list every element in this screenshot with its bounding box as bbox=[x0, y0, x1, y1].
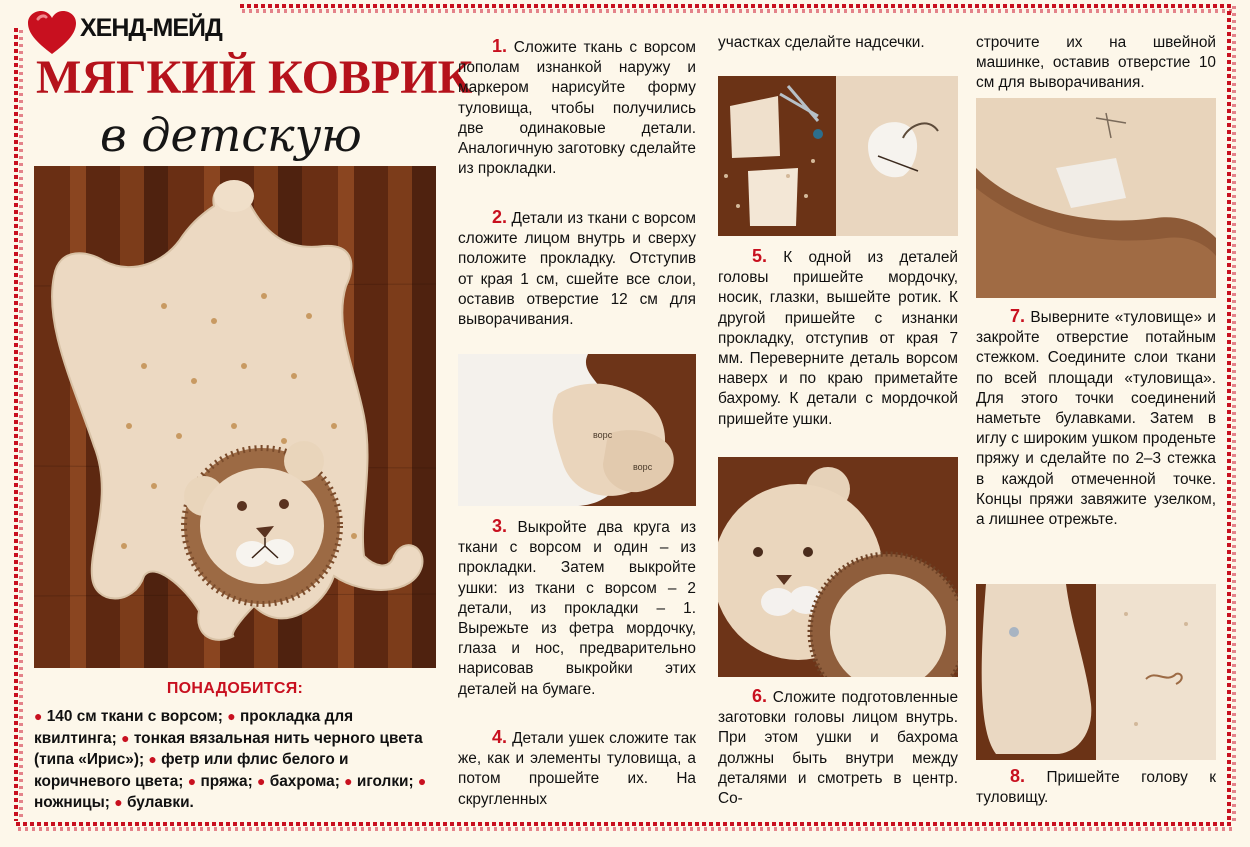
page-subtitle: в детскую bbox=[100, 108, 362, 162]
step-text: Детали из ткани с ворсом сложите лицом внутрь и сверху положите прокладку. Отступив от края 1 см, сшейте все слои, оставив отверстие 12 см для выворачивания. bbox=[458, 210, 696, 329]
fabric-pieces-illustration bbox=[458, 354, 696, 506]
bullet-icon: ● bbox=[114, 794, 123, 810]
step-number: 8. bbox=[1010, 766, 1026, 786]
head-parts-illustration bbox=[718, 457, 958, 677]
bullet-icon: ● bbox=[187, 772, 197, 789]
decorative-border-top bbox=[240, 4, 1234, 13]
photo-sewing-head bbox=[976, 98, 1216, 298]
step-7 bbox=[976, 306, 1216, 530]
step-text: Сложите подготовленные заготовки головы лицом внутрь. При этом ушки и бахрома должны быть внутри между деталями и смотреть в центр. Со- bbox=[718, 689, 958, 808]
bullet-icon: ● bbox=[121, 729, 130, 746]
step-number: 7. bbox=[1010, 306, 1026, 326]
decorative-border-right bbox=[1227, 4, 1236, 821]
step-text: Сложите ткань с ворсом пополам изнанкой наружу и маркером нарисуйте форму туловища, чтобы получились две одинаковые детали. Аналогичную заготовку сделайте из прокладки. bbox=[458, 39, 696, 178]
bullet-icon: ● bbox=[344, 772, 353, 789]
bullet-icon: ● bbox=[417, 772, 427, 789]
materials-item: бахрома; bbox=[269, 772, 340, 790]
section-kicker: ХЕНД-МЕЙД bbox=[80, 14, 222, 42]
bullet-icon: ● bbox=[227, 708, 236, 724]
materials-item: иголки; bbox=[356, 772, 414, 790]
decorative-border-left bbox=[14, 28, 23, 821]
step-text: Выверните «туловище» и закройте отверстие потайным стежком. Соедините слои ткани по всей площади «туловища». Для этого точки соединений наметьте булавками. Затем в иглу с широким ушком проденьте пряжу и сделайте по 2–3 стежка в каждой отмеченной точке. Концы пряжи завяжите узелком, а лишнее отрежьте. bbox=[976, 309, 1216, 529]
photo-ears-and-face bbox=[718, 76, 958, 236]
lion-rug-illustration bbox=[34, 166, 436, 668]
sewing-head-illustration bbox=[976, 98, 1216, 298]
materials-item: ножницы; bbox=[34, 794, 110, 811]
step-number: 5. bbox=[752, 246, 768, 266]
step-number: 2. bbox=[492, 207, 508, 227]
materials-list bbox=[34, 706, 436, 814]
photo-body-stitching bbox=[976, 584, 1216, 760]
materials-item: фетр или флис белого и коричневого цвета; bbox=[34, 751, 349, 790]
step-5 bbox=[718, 246, 958, 430]
step-number: 6. bbox=[752, 686, 768, 706]
step-text: строчите их на швейной машинке, оставив отверстие 10 см для выворачивания. bbox=[976, 34, 1216, 92]
photo-head-parts bbox=[718, 457, 958, 677]
step-3 bbox=[458, 516, 696, 700]
fabric-label: ворс bbox=[593, 430, 613, 440]
materials-heading: ПОНАДОБИТСЯ: bbox=[166, 680, 304, 697]
step-2 bbox=[458, 207, 696, 330]
step-6-continued bbox=[976, 33, 1216, 94]
step-text: Детали ушек сложите так же, как и элементы туловища, а потом прошейте их. На скругленных bbox=[458, 730, 696, 808]
main-photo-lion-rug bbox=[34, 166, 436, 668]
step-4 bbox=[458, 727, 696, 810]
step-text: Пришейте голову к туловищу. bbox=[976, 769, 1216, 807]
step-number: 4. bbox=[492, 727, 508, 747]
step-4-continued bbox=[718, 33, 958, 53]
step-text: участках сделайте надсечки. bbox=[718, 34, 925, 51]
step-number: 3. bbox=[492, 516, 508, 536]
step-text: К одной из деталей головы пришейте мордочку, носик, глазки, вышейте ротик. К другой пришейте с изнанки прокладку, отступив от края 7 мм. Переверните деталь ворсом наверх и по краю приметайте бахрому. К детали с мордочкой пришейте ушки. bbox=[718, 249, 959, 428]
body-stitching-illustration bbox=[976, 584, 1216, 760]
materials-item: пряжа; bbox=[200, 772, 253, 790]
photo-fabric-pieces bbox=[458, 354, 696, 506]
bullet-icon: ● bbox=[34, 708, 43, 724]
page-title: МЯГКИЙ КОВРИК bbox=[36, 51, 473, 104]
materials-item: тонкая вязальная нить черного цвета (типа «Ирис»); bbox=[34, 729, 423, 768]
step-6 bbox=[718, 686, 958, 809]
materials-item: 140 см ткани с ворсом; bbox=[46, 708, 223, 725]
bullet-icon: ● bbox=[256, 772, 266, 789]
step-number: 1. bbox=[492, 36, 508, 56]
materials-item: булавки. bbox=[126, 794, 194, 811]
step-text: Выкройте два круга из ткани с ворсом и один – из прокладки. Затем выкройте ушки: из ткани с ворсом – 2 детали, из прокладки – 1. Вырежьте из фетра мордочку, глаза и нос, предварительно нарисовав выкройки этих деталей на бумаге. bbox=[458, 519, 696, 698]
ears-face-illustration bbox=[718, 76, 958, 236]
step-1 bbox=[458, 36, 696, 179]
decorative-border-bottom bbox=[16, 822, 1234, 831]
bullet-icon: ● bbox=[148, 751, 157, 767]
fabric-label: ворс bbox=[633, 462, 653, 472]
step-8 bbox=[976, 766, 1216, 808]
materials-item: прокладка для квилтинга; bbox=[34, 708, 354, 747]
